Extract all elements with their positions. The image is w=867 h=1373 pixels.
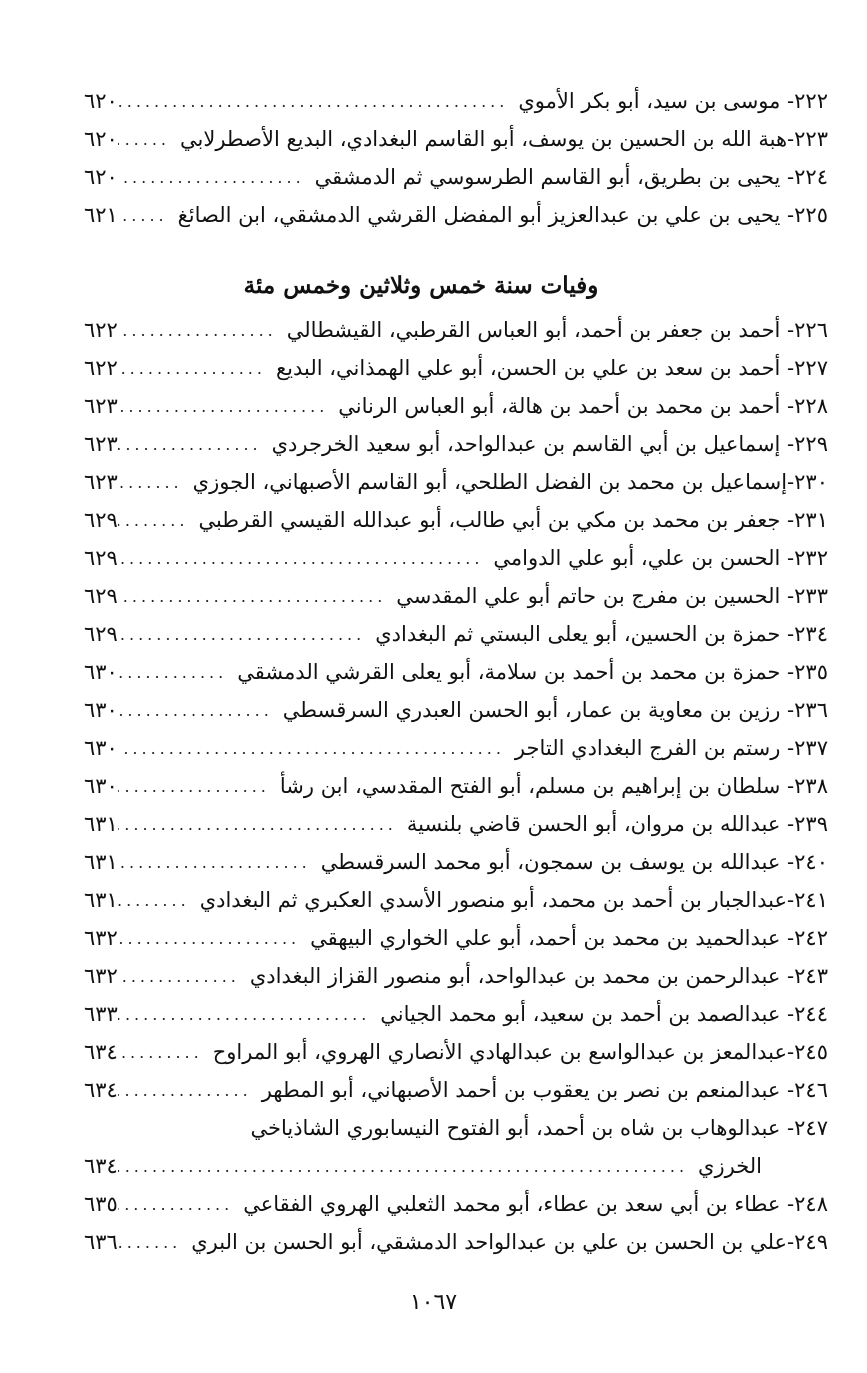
leader-dots [118,130,180,149]
entry-page-number: ٦٣٠ [84,774,118,798]
index-entry [84,541,828,575]
entry-text: ٢٣٨- سلطان بن إبراهيم بن مسلم، أبو الفتح المقدسي، ابن رشأ [279,774,828,798]
leader-dots [118,435,272,454]
index-entry [84,427,828,461]
entry-text: ٢٤٠- عبدالله بن يوسف بن سمجون، أبو محمد السرقسطي [320,850,828,874]
entry-page-number: ٦٢٣ [84,394,118,418]
entry-text: ٢٢٥- يحيى بن علي بن عبدالعزيز أبو المفضل القرشي الدمشقي، ابن الصائغ [177,203,828,227]
leader-dots [118,891,200,910]
index-entry [84,1073,828,1107]
index-entry [84,160,828,194]
leader-dots [118,397,338,416]
index-entry [84,351,828,385]
entry-text: ٢٢٨- أحمد بن محمد بن أحمد بن هالة، أبو العباس الرناني [338,394,828,418]
entry-text: ٢٢٦- أحمد بن جعفر بن أحمد، أبو العباس القرطبي، القيشطالي [286,318,828,342]
index-entry [84,122,828,156]
entry-text: ٢٣٧- رستم بن الفرج البغدادي التاجر [514,736,828,760]
entry-page-number: ٦٣٤ [84,1040,118,1064]
entry-page-number: ٦٢١ [84,203,118,227]
index-entry-continuation [84,1149,828,1183]
index-entry [84,655,828,689]
entry-text: الخرزي [698,1154,762,1178]
leader-dots [118,549,494,568]
leader-dots [118,511,199,530]
leader-dots [118,1081,262,1100]
leader-dots [118,815,407,834]
index-entry [84,959,828,993]
entry-page-number: ٦٢٣ [84,432,118,456]
entry-page-number: ٦٣٠ [84,698,118,722]
index-entry [84,1225,828,1259]
leader-dots [118,321,287,340]
entry-page-number: ٦٣١ [84,888,118,912]
entry-page-number: ٦٣٤ [84,1078,118,1102]
entry-text: ٢٤١-عبدالجبار بن أحمد بن محمد، أبو منصور الأسدي العكبري ثم البغدادي [199,888,828,912]
entry-text: ٢٤٦- عبدالمنعم بن نصر بن يعقوب بن أحمد الأصبهاني، أبو المطهر [261,1078,828,1102]
index-entry [84,693,828,727]
index-entry [84,579,828,613]
entry-page-number: ٦٢٢ [84,318,118,342]
entry-page-number: ٦٢٠ [84,165,118,189]
leader-dots [118,168,315,187]
entry-page-number: ٦٣٤ [84,1154,118,1178]
index-entry [84,807,828,841]
entry-text: ٢٤٣- عبدالرحمن بن محمد بن عبدالواحد، أبو منصور القزاز البغدادي [249,964,828,988]
entry-text: ٢٣٢- الحسن بن علي، أبو علي الدوامي [493,546,828,570]
index-entry [84,1111,828,1145]
section-heading: وفيات سنة خمس وثلاثين وخمس مئة [243,272,599,299]
leader-dots [118,739,515,758]
entry-page-number: ٦٢٩ [84,546,118,570]
leader-dots [118,1195,243,1214]
leader-dots [118,625,375,644]
index-entry [84,769,828,803]
index-entry [84,503,828,537]
leader-dots [118,1005,380,1024]
index-entry [84,389,828,423]
entry-text: ٢٣١- جعفر بن محمد بن مكي بن أبي طالب، أبو عبدالله القيسي القرطبي [198,508,828,532]
entry-text: ٢٢٧- أحمد بن سعد بن علي بن الحسن، أبو علي الهمذاني، البديع [275,356,828,380]
entry-page-number: ٦٢٩ [84,622,118,646]
leader-dots [118,1233,191,1252]
entry-page-number: ٦٢٢ [84,356,118,380]
entry-page-number: ٦٢٣ [84,470,118,494]
index-entry [84,617,828,651]
index-entry [84,731,828,765]
entry-text: ٢٤٤- عبدالصمد بن أحمد بن سعيد، أبو محمد الجياني [380,1002,828,1026]
index-entry [84,845,828,879]
entry-page-number: ٦٢٠ [84,89,118,113]
entry-text: ٢٣٤- حمزة بن الحسين، أبو يعلى البستي ثم البغدادي [375,622,828,646]
leader-dots [118,92,519,111]
index-entry [84,198,828,232]
entry-page-number: ٦٣١ [84,850,118,874]
entry-page-number: ٦٣١ [84,812,118,836]
index-entry [84,921,828,955]
index-entry [84,1187,828,1221]
leader-dots [118,929,310,948]
leader-dots [118,777,280,796]
entry-text: ٢٣٣- الحسين بن مفرج بن حاتم أبو علي المقدسي [396,584,828,608]
leader-dots [118,359,276,378]
entry-page-number: ٦٣٣ [84,1002,118,1026]
index-entry [84,883,828,917]
page-number: ١٠٦٧ [409,1290,458,1315]
entry-text: ٢٣٠-إسماعيل بن محمد بن الفضل الطلحي، أبو القاسم الأصبهاني، الجوزي [192,470,828,494]
index-entry [84,84,828,118]
entry-page-number: ٦٣٦ [84,1230,118,1254]
index-entry [84,1035,828,1069]
entry-text: ٢٢٢- موسى بن سيد، أبو بكر الأموي [518,89,828,113]
leader-dots [118,473,193,492]
index-entry [84,313,828,347]
entry-text: ٢٢٤- يحيى بن بطريق، أبو القاسم الطرسوسي ثم الدمشقي [314,165,828,189]
leader-dots [118,1043,213,1062]
entry-text: ٢٤٨- عطاء بن أبي سعد بن عطاء، أبو محمد الثعلبي الهروي الفقاعي [243,1192,828,1216]
entry-text: ٢٣٩- عبدالله بن مروان، أبو الحسن قاضي بلنسية [406,812,828,836]
index-entry [84,465,828,499]
entry-page-number: ٦٣٠ [84,736,118,760]
entry-text: ٢٢٣-هبة الله بن الحسين بن يوسف، أبو القاسم البغدادي، البديع الأصطرلابي [180,127,828,151]
index-entry [84,997,828,1031]
entry-text: ٢٤٩-علي بن الحسن بن علي بن عبدالواحد الدمشقي، أبو الحسن بن البري [191,1230,828,1254]
leader-dots [118,1157,698,1176]
entry-text: ٢٤٢- عبدالحميد بن محمد بن أحمد، أبو علي الخواري البيهقي [310,926,828,950]
leader-dots [118,853,321,872]
leader-dots [118,206,178,225]
leader-dots [118,663,237,682]
entry-text: ٢٢٩- إسماعيل بن أبي القاسم بن عبدالواحد، أبو سعيد الخرجردي [271,432,828,456]
entry-page-number: ٦٣٥ [84,1192,118,1216]
leader-dots [118,967,250,986]
entry-page-number: ٦٣٠ [84,660,118,684]
entry-text: ٢٣٥- حمزة بن محمد بن أحمد بن سلامة، أبو يعلى القرشي الدمشقي [237,660,828,684]
leader-dots [118,701,283,720]
entry-page-number: ٦٢٩ [84,584,118,608]
entry-page-number: ٦٣٢ [84,926,118,950]
entry-page-number: ٦٢٠ [84,127,118,151]
entry-page-number: ٦٣٢ [84,964,118,988]
leader-dots [118,587,396,606]
entry-text: ٢٣٦- رزين بن معاوية بن عمار، أبو الحسن العبدري السرقسطي [282,698,828,722]
entry-page-number: ٦٢٩ [84,508,118,532]
entry-text: ٢٤٧- عبدالوهاب بن شاه بن أحمد، أبو الفتوح النيسابوري الشاذياخي [250,1116,828,1140]
entry-text: ٢٤٥-عبدالمعز بن عبدالواسع بن عبدالهادي الأنصاري الهروي، أبو المراوح [212,1040,828,1064]
